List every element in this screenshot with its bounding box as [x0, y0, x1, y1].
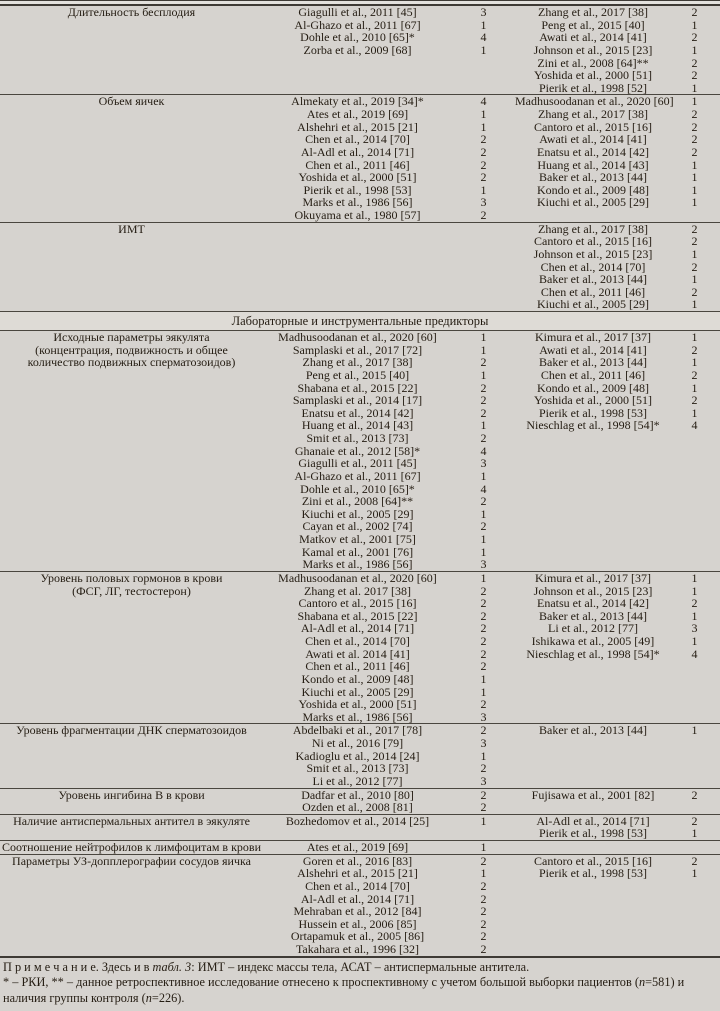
- predictor-name: [0, 789, 263, 802]
- evidence-level: 2: [480, 431, 487, 445]
- evidence-level: 1: [480, 570, 487, 585]
- note-text-run: П р и м е ч а н и е. Здесь и в: [3, 959, 153, 974]
- study-citation: Hussein et al., 2006 [85]: [298, 916, 417, 931]
- study-citation: Peng et al., 2015 [40]: [541, 17, 645, 32]
- evidence-level: 2: [480, 132, 487, 147]
- evidence-level: 1: [480, 418, 487, 433]
- study-citation: Pierik et al., 1998 [52]: [539, 80, 647, 95]
- study-citation: Chen et al., 2014 [70]: [540, 259, 646, 274]
- evidence-column-2: [671, 6, 718, 94]
- evidence-level: 3: [480, 773, 487, 788]
- evidence-level: 2: [480, 646, 487, 661]
- study-citation: Kimura et al., 2017 [37]: [535, 330, 651, 344]
- study-citation: Kondo et al., 2009 [48]: [301, 671, 414, 686]
- evidence-level: 1: [691, 246, 698, 261]
- predictor-name: [0, 572, 263, 597]
- evidence-column-1: [452, 572, 515, 724]
- study-citation: Shabana et al., 2015 [22]: [297, 380, 418, 395]
- evidence-level: 4: [480, 30, 487, 45]
- study-citation: Cantoro et al., 2015 [16]: [534, 119, 652, 134]
- study-citation: Zorba et al., 2009 [68]: [303, 42, 412, 57]
- study-citation: Pierik et al., 1998 [53]: [539, 866, 647, 881]
- study-citation: Ishikawa et al., 2005 [49]: [531, 634, 655, 648]
- studies-column-2: [515, 572, 671, 660]
- evidence-level: 2: [691, 132, 698, 147]
- study-citation: Marks et al., 1986 [56]: [302, 709, 413, 724]
- study-citation: Samplaski et al., 2017 [72]: [292, 342, 423, 357]
- evidence-level: 1: [480, 684, 487, 699]
- predictor-name: [0, 841, 263, 854]
- study-citation: Zhang et al., 2017 [38]: [538, 107, 648, 121]
- evidence-level: 2: [691, 813, 698, 828]
- note-text-run: * – РКИ, ** – данное ретроспективное исследование отнесено к проспективному с учетом большой выборки пациентов (: [3, 975, 639, 990]
- evidence-level: 1: [691, 170, 698, 185]
- evidence-level: 1: [480, 367, 487, 382]
- note-italic-run: n: [638, 975, 646, 990]
- evidence-level: 1: [691, 42, 698, 57]
- evidence-level: 2: [480, 723, 487, 738]
- evidence-level: 2: [480, 891, 487, 906]
- study-citation: Kiuchi et al., 2005 [29]: [301, 506, 414, 521]
- study-citation: Pierik et al., 1998 [53]: [539, 826, 647, 841]
- study-citation: Baker et al., 2013 [44]: [539, 272, 647, 287]
- predictor-section: [0, 723, 720, 787]
- study-citation: Ghanaie et al., 2012 [58]*: [294, 443, 421, 458]
- evidence-level: 1: [480, 544, 487, 559]
- evidence-level: 1: [480, 119, 487, 134]
- studies-column-2: [515, 789, 671, 802]
- study-citation: Al-Adl et al., 2014 [71]: [300, 621, 415, 636]
- predictor-section: [0, 571, 720, 724]
- evidence-level: 1: [691, 826, 698, 841]
- evidence-level: 1: [691, 355, 698, 370]
- predictor-name-line: Уровень половых гормонов в крови: [40, 570, 223, 585]
- studies-column-1: [263, 815, 452, 828]
- study-citation: Ozden et al., 2008 [81]: [302, 800, 413, 815]
- predictor-name-line: Уровень фрагментации ДНК сперматозоидов: [16, 723, 247, 738]
- study-citation: Johnson et al., 2015 [23]: [533, 42, 653, 57]
- evidence-level: 2: [480, 904, 487, 919]
- table-subheader: Лабораторные и инструментальные предикторы: [0, 311, 720, 331]
- predictor-section: [0, 840, 720, 854]
- study-citation: Zini et al., 2008 [64]**: [301, 494, 414, 509]
- evidence-level: 4: [480, 443, 487, 458]
- studies-column-2: [515, 94, 674, 210]
- table-note-line: [3, 960, 717, 976]
- study-citation: Kiuchi et al., 2005 [29]: [301, 684, 414, 699]
- study-citation: Johnson et al., 2015 [23]: [533, 246, 653, 261]
- evidence-level: 1: [480, 330, 487, 344]
- evidence-level: 2: [691, 119, 698, 134]
- evidence-level: 1: [480, 506, 487, 521]
- evidence-level: 1: [691, 634, 698, 648]
- study-citation: Zini et al., 2008 [64]**: [537, 55, 649, 70]
- evidence-level: 2: [480, 800, 487, 815]
- note-text-run: : ИМТ – индекс массы тела, АСАТ – антиспермальные антитела.: [191, 959, 530, 974]
- study-citation: Huang et al., 2014 [43]: [537, 157, 649, 172]
- study-citation: Enatsu et al., 2014 [42]: [537, 596, 649, 611]
- study-citation: Al-Ghazo et al., 2011 [67]: [294, 468, 421, 483]
- evidence-level: 2: [480, 355, 487, 370]
- evidence-level: 2: [691, 284, 698, 299]
- study-citation: Madhusoodanan et al., 2020 [60]: [278, 570, 437, 585]
- study-citation: Al-Ghazo et al., 2011 [67]: [294, 17, 421, 32]
- evidence-level: 1: [691, 80, 698, 95]
- study-citation: Baker et al., 2013 [44]: [539, 355, 647, 370]
- evidence-level: 2: [691, 596, 698, 611]
- evidence-level: 2: [480, 405, 487, 420]
- predictor-section: [0, 854, 720, 956]
- study-citation: Zhang et al. 2017 [38]: [304, 583, 411, 598]
- evidence-level: 2: [480, 608, 487, 623]
- evidence-level: 1: [691, 17, 698, 32]
- evidence-level: 1: [480, 42, 487, 57]
- evidence-level: 1: [691, 583, 698, 598]
- predictor-section: [0, 788, 720, 814]
- evidence-column-1: [452, 724, 515, 787]
- predictor-name-line: Длительность бесплодия: [67, 5, 196, 19]
- evidence-level: 1: [691, 570, 698, 585]
- study-citation: Kamal et al., 2001 [76]: [301, 544, 414, 559]
- note-text-run: =581) и наличия группы контроля (: [3, 975, 685, 1005]
- evidence-level: 1: [691, 608, 698, 623]
- evidence-level: 1: [480, 182, 487, 197]
- predictor-name-line: Уровень ингибина В в крови: [58, 787, 205, 802]
- evidence-level: 2: [480, 697, 487, 712]
- predictor-name-line: Параметры УЗ-допплерографии сосудов яичка: [12, 853, 251, 868]
- evidence-level: 2: [480, 208, 487, 222]
- evidence-level: 1: [480, 468, 487, 483]
- evidence-level: 1: [480, 671, 487, 686]
- evidence-level: 1: [691, 182, 698, 197]
- evidence-column-2: [671, 331, 718, 432]
- predictor-section: [0, 331, 720, 571]
- study-citation: Almekaty et al., 2019 [34]*: [291, 94, 424, 109]
- evidence-column-2: [671, 855, 718, 880]
- evidence-level: 1: [691, 866, 698, 881]
- evidence-column-1: [452, 855, 515, 956]
- study-citation: Yoshida et al., 2000 [51]: [533, 393, 653, 408]
- study-citation: Baker et al., 2013 [44]: [539, 608, 647, 623]
- evidence-level: 2: [691, 144, 698, 159]
- evidence-level: 2: [480, 170, 487, 185]
- evidence-level: 1: [691, 272, 698, 287]
- evidence-level: 1: [480, 748, 487, 763]
- study-citation: Huang et al., 2014 [43]: [301, 418, 414, 433]
- study-citation: Zhang et al., 2017 [38]: [302, 355, 413, 370]
- evidence-level: 2: [480, 659, 487, 674]
- study-citation: Bozhedomov et al., 2014 [25]: [285, 813, 430, 828]
- table-note-line: [3, 975, 717, 1006]
- evidence-column-2: [671, 815, 718, 840]
- predictor-name-line: количество подвижных сперматозоидов): [27, 355, 236, 370]
- study-citation: Enatsu et al., 2014 [42]: [301, 405, 414, 420]
- study-citation: Kimura et al., 2017 [37]: [535, 570, 651, 585]
- study-citation: Chen et al., 2011 [46]: [305, 157, 410, 172]
- evidence-level: 2: [480, 853, 487, 868]
- study-citation: Awati et al., 2014 [41]: [539, 132, 647, 147]
- evidence-level: 2: [691, 853, 698, 868]
- study-citation: Nieschlag et al., 1998 [54]*: [526, 418, 660, 433]
- evidence-level: 1: [691, 723, 698, 738]
- study-citation: Alshehri et al., 2015 [21]: [297, 866, 418, 881]
- evidence-level: 2: [480, 157, 487, 172]
- evidence-column-2: [671, 572, 718, 660]
- study-citation: Samplaski et al., 2014 [17]: [292, 393, 423, 408]
- studies-column-2: [515, 331, 671, 432]
- note-italic-run: табл. 3: [152, 959, 192, 974]
- evidence-level: 2: [480, 380, 487, 395]
- predictor-section: [0, 814, 720, 840]
- study-citation: Cantoro et al., 2015 [16]: [298, 596, 417, 611]
- study-citation: Shabana et al., 2015 [22]: [297, 608, 418, 623]
- predictor-name-line: Соотношение нейтрофилов к лимфоцитам в крови: [1, 840, 261, 854]
- study-citation: Baker et al., 2013 [44]: [539, 170, 647, 185]
- predictor-name: [0, 6, 263, 19]
- evidence-level: 3: [691, 621, 698, 636]
- study-citation: Yoshida et al., 2000 [51]: [298, 697, 417, 712]
- study-citation: Baker et al., 2013 [44]: [539, 723, 647, 738]
- study-citation: Nieschlag et al., 1998 [54]*: [526, 646, 660, 661]
- study-citation: Awati et al. 2014 [41]: [305, 646, 410, 661]
- evidence-level: 2: [691, 107, 698, 121]
- evidence-level: 2: [691, 393, 698, 408]
- evidence-level: 1: [691, 405, 698, 420]
- study-citation: Cantoro et al., 2015 [16]: [534, 234, 652, 249]
- study-citation: Al-Adl et al., 2014 [71]: [300, 144, 415, 159]
- study-citation: Fujisawa et al., 2001 [82]: [531, 787, 655, 802]
- predictor-name-line: Исходные параметры эякулята: [53, 330, 210, 344]
- study-citation: Ni et al., 2016 [79]: [311, 736, 404, 750]
- predictor-table: [0, 6, 720, 958]
- evidence-level: 3: [480, 5, 487, 19]
- studies-column-2: [515, 6, 671, 94]
- evidence-level: 2: [480, 634, 487, 648]
- study-citation: Kiuchi et al., 2005 [29]: [537, 195, 649, 210]
- studies-column-2: [515, 223, 671, 311]
- predictor-name: [0, 331, 263, 369]
- evidence-level: 2: [691, 68, 698, 83]
- studies-column-1: [263, 855, 452, 956]
- study-citation: Cantoro et al., 2015 [16]: [534, 853, 652, 868]
- evidence-level: 2: [480, 878, 487, 893]
- predictor-name-line: ИМТ: [118, 221, 145, 236]
- evidence-level: 2: [480, 761, 487, 776]
- evidence-column-1: [452, 815, 515, 828]
- study-citation: Ortapamuk et al., 2005 [86]: [290, 929, 425, 944]
- predictor-name: [0, 95, 263, 108]
- study-citation: Awati et al., 2014 [41]: [539, 30, 647, 45]
- evidence-column-1: [452, 95, 515, 221]
- evidence-level: 2: [691, 30, 698, 45]
- study-citation: Madhusoodanan et al., 2020 [60]: [515, 94, 674, 109]
- studies-column-1: [263, 95, 452, 221]
- predictor-section: [0, 94, 720, 221]
- study-citation: Chen et al., 2014 [70]: [305, 634, 410, 648]
- evidence-level: 1: [691, 330, 698, 344]
- study-citation: Al-Adl et al., 2014 [71]: [300, 891, 415, 906]
- study-citation: Goren et al., 2016 [83]: [302, 853, 413, 868]
- evidence-level: 1: [691, 380, 698, 395]
- study-citation: Dadfar et al., 2010 [80]: [301, 787, 414, 802]
- study-citation: Yoshida et al., 2000 [51]: [298, 170, 417, 185]
- evidence-column-1: [452, 789, 515, 814]
- studies-column-1: [263, 6, 452, 57]
- study-citation: Kondo et al., 2009 [48]: [537, 380, 649, 395]
- studies-column-2: [515, 815, 671, 840]
- evidence-level: 4: [480, 481, 487, 496]
- study-citation: Dohle et al., 2010 [65]*: [300, 30, 415, 45]
- study-citation: Kondo et al., 2009 [48]: [537, 182, 649, 197]
- table-note: [0, 958, 720, 1007]
- studies-column-1: [263, 331, 452, 571]
- study-citation: Chen et al., 2014 [70]: [305, 132, 410, 147]
- evidence-level: 1: [480, 532, 487, 546]
- study-citation: Zhang et al., 2017 [38]: [538, 221, 648, 236]
- study-citation: Li et al., 2012 [77]: [548, 621, 638, 636]
- study-citation: Li et al., 2012 [77]: [312, 773, 403, 788]
- evidence-column-1: [452, 6, 515, 57]
- evidence-level: 3: [480, 557, 487, 572]
- study-citation: Zhang et al., 2017 [38]: [538, 5, 648, 19]
- study-citation: Kiuchi et al., 2005 [29]: [537, 297, 649, 312]
- evidence-level: 3: [480, 195, 487, 210]
- evidence-column-2: [671, 724, 718, 737]
- study-citation: Takahara et al., 1996 [32]: [295, 942, 420, 956]
- study-citation: Giagulli et al., 2011 [45]: [298, 5, 417, 19]
- predictor-name: [0, 223, 263, 236]
- evidence-level: 4: [691, 646, 698, 661]
- study-citation: Chen et al., 2011 [46]: [540, 367, 646, 382]
- study-citation: Chen et al., 2011 [46]: [540, 284, 646, 299]
- predictor-section: [0, 222, 720, 311]
- study-citation: Mehraban et al., 2012 [84]: [293, 904, 422, 919]
- evidence-level: 2: [691, 259, 698, 274]
- evidence-column-1: [452, 331, 515, 571]
- study-citation: Chen et al., 2014 [70]: [305, 878, 410, 893]
- study-citation: Pierik et al., 1998 [53]: [539, 405, 647, 420]
- evidence-column-2: [671, 789, 718, 802]
- evidence-level: 1: [480, 342, 487, 357]
- studies-column-2: [515, 855, 671, 880]
- evidence-level: 3: [480, 709, 487, 724]
- evidence-level: 2: [480, 583, 487, 598]
- evidence-column-1: [452, 841, 515, 854]
- study-citation: Smit et al., 2013 [73]: [306, 761, 409, 776]
- evidence-column-2: [671, 95, 718, 209]
- evidence-level: 1: [480, 840, 487, 854]
- evidence-level: 2: [691, 221, 698, 236]
- evidence-level: 2: [691, 342, 698, 357]
- study-citation: Pierik et al., 1998 [53]: [303, 182, 412, 197]
- evidence-level: 2: [691, 787, 698, 802]
- evidence-level: 2: [691, 367, 698, 382]
- study-citation: Alshehri et al., 2015 [21]: [297, 119, 418, 134]
- evidence-level: 1: [691, 157, 698, 172]
- study-citation: Marks et al., 1986 [56]: [302, 195, 413, 210]
- note-text-run: =226).: [151, 990, 185, 1005]
- study-citation: Dohle et al., 2010 [65]*: [300, 481, 415, 496]
- note-italic-run: n: [145, 990, 152, 1005]
- evidence-level: 2: [480, 519, 487, 534]
- evidence-level: 2: [480, 916, 487, 931]
- evidence-level: 2: [480, 621, 487, 636]
- study-citation: Smit et al., 2013 [73]: [306, 431, 409, 445]
- evidence-level: 3: [480, 456, 487, 471]
- evidence-level: 2: [480, 596, 487, 611]
- predictor-name: [0, 855, 263, 868]
- evidence-level: 2: [480, 494, 487, 509]
- study-citation: Ates et al., 2019 [69]: [306, 107, 409, 121]
- predictor-name: [0, 815, 263, 828]
- evidence-level: 1: [480, 107, 487, 121]
- evidence-level: 2: [691, 234, 698, 249]
- evidence-level: 2: [480, 787, 487, 802]
- evidence-level: 4: [691, 418, 698, 433]
- evidence-level: 2: [480, 942, 487, 956]
- predictor-name: [0, 724, 263, 737]
- study-citation: Marks et al., 1986 [56]: [302, 557, 413, 572]
- evidence-level: 2: [480, 929, 487, 944]
- study-citation: Yoshida et al., 2000 [51]: [533, 68, 653, 83]
- evidence-level: 4: [480, 94, 487, 109]
- studies-column-1: [263, 724, 452, 787]
- study-citation: Chen et al., 2011 [46]: [305, 659, 410, 674]
- evidence-level: 2: [480, 393, 487, 408]
- predictor-name-line: (концентрация, подвижность и общее: [35, 342, 228, 357]
- predictor-name-line: (ФСГ, ЛГ, тестостерон): [72, 583, 191, 598]
- evidence-level: 1: [691, 297, 698, 312]
- study-citation: Awati et al., 2014 [41]: [539, 342, 647, 357]
- evidence-level: 3: [480, 736, 487, 750]
- study-citation: Madhusoodanan et al., 2020 [60]: [278, 330, 437, 344]
- evidence-level: 1: [480, 813, 487, 828]
- predictor-name-line: Объем яичек: [98, 94, 165, 109]
- evidence-level: 1: [691, 94, 698, 109]
- studies-column-1: [263, 572, 452, 724]
- evidence-level: 2: [480, 144, 487, 159]
- studies-column-1: [263, 789, 452, 814]
- study-citation: Okuyama et al., 1980 [57]: [294, 208, 421, 222]
- evidence-level: 2: [691, 5, 698, 19]
- studies-column-2: [515, 724, 671, 737]
- predictor-section: [0, 6, 720, 94]
- study-citation: Ates et al., 2019 [69]: [306, 840, 409, 854]
- study-citation: Peng et al., 2015 [40]: [305, 367, 410, 382]
- evidence-level: 1: [480, 866, 487, 881]
- study-citation: Giagulli et al., 2011 [45]: [298, 456, 417, 471]
- evidence-column-2: [671, 223, 718, 311]
- studies-column-1: [263, 841, 452, 854]
- study-citation: Matkov et al., 2001 [75]: [299, 532, 416, 546]
- evidence-level: 2: [691, 55, 698, 70]
- study-citation: Johnson et al., 2015 [23]: [533, 583, 653, 598]
- evidence-level: 1: [691, 195, 698, 210]
- study-citation: Kadioglu et al., 2014 [24]: [295, 748, 420, 763]
- study-citation: Enatsu et al., 2014 [42]: [537, 144, 649, 159]
- evidence-level: 1: [480, 17, 487, 32]
- study-citation: Abdelbaki et al., 2017 [78]: [292, 723, 423, 738]
- predictor-name-line: Наличие антиспермальных антител в эякуляте: [13, 813, 250, 828]
- study-citation: Al-Adl et al., 2014 [71]: [536, 813, 650, 828]
- study-citation: Cayan et al., 2002 [74]: [302, 519, 413, 534]
